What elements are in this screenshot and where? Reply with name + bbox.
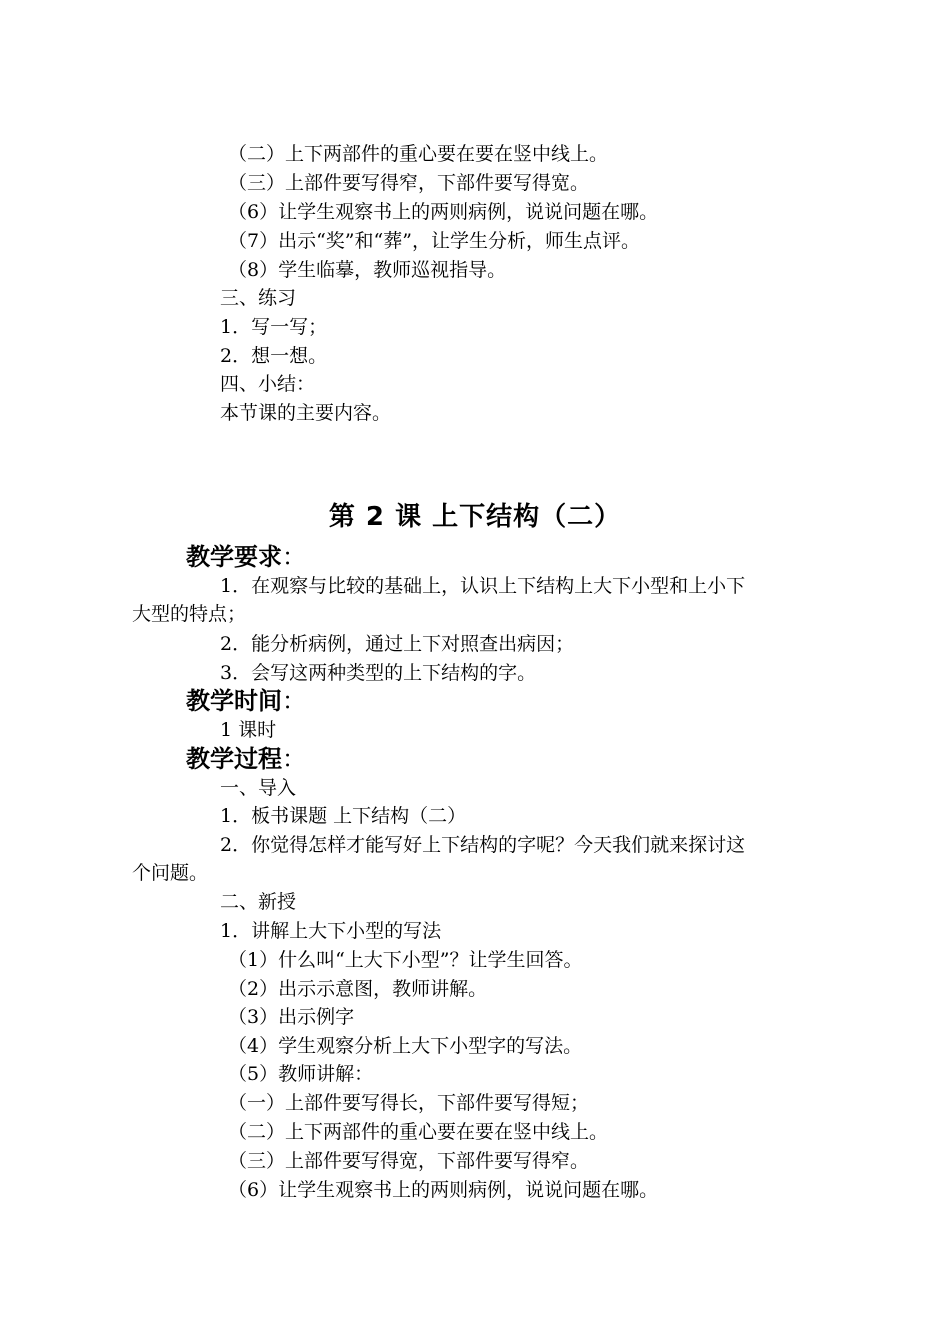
top-line-2: （三）上部件要写得窄，下部件要写得宽。 bbox=[228, 172, 590, 194]
requirement-3: 3．会写这两种类型的上下结构的字。 bbox=[220, 662, 537, 684]
lesson-title: 第 2 课 上下结构（二） bbox=[328, 502, 622, 532]
process-heading-text: 教学过程 bbox=[186, 745, 282, 773]
top-line-4: （7）出示“奖”和“葬”，让学生分析，师生点评。 bbox=[228, 230, 640, 252]
requirement-1-line-2: 大型的特点； bbox=[132, 603, 247, 625]
process-intro-heading: 一、导入 bbox=[220, 777, 297, 799]
requirements-heading-colon: ： bbox=[282, 543, 306, 571]
requirements-heading bbox=[186, 541, 306, 573]
process-point-3: （三）上部件要写得宽，下部件要写得窄。 bbox=[228, 1150, 590, 1172]
process-intro-1: 1．板书课题 上下结构（二） bbox=[220, 805, 467, 827]
process-new-1: 1．讲解上大下小型的写法 bbox=[220, 920, 442, 942]
practice-item-2: 2．想一想。 bbox=[220, 345, 328, 367]
process-step-4: （4）学生观察分析上大下小型字的写法。 bbox=[228, 1035, 583, 1057]
process-new-heading: 二、新授 bbox=[220, 891, 297, 913]
process-heading-colon: ： bbox=[282, 745, 306, 773]
time-heading-text: 教学时间 bbox=[186, 687, 282, 715]
requirements-heading-text: 教学要求 bbox=[186, 543, 282, 571]
process-intro-2-line-1: 2．你觉得怎样才能写好上下结构的字呢？今天我们就来探讨这 bbox=[220, 834, 746, 856]
top-line-3: （6）让学生观察书上的两则病例，说说问题在哪。 bbox=[228, 201, 659, 223]
time-heading bbox=[186, 685, 306, 717]
process-step-2: （2）出示示意图，教师讲解。 bbox=[228, 978, 488, 1000]
process-step-5: （5）教师讲解： bbox=[228, 1063, 374, 1085]
requirement-2: 2．能分析病例，通过上下对照查出病因； bbox=[220, 633, 575, 655]
requirement-1-line-1: 1．在观察与比较的基础上，认识上下结构上大下小型和上小下 bbox=[220, 575, 746, 597]
section-summary-heading: 四、小结： bbox=[220, 373, 316, 395]
time-value: 1 课时 bbox=[220, 719, 277, 741]
process-intro-2-line-2: 个问题。 bbox=[132, 862, 209, 884]
process-step-6: （6）让学生观察书上的两则病例，说说问题在哪。 bbox=[228, 1179, 659, 1201]
process-point-1: （一）上部件要写得长，下部件要写得短； bbox=[228, 1092, 590, 1114]
process-step-3: （3）出示例字 bbox=[228, 1006, 355, 1028]
section-practice-heading: 三、练习 bbox=[220, 287, 297, 309]
process-heading bbox=[186, 743, 306, 775]
top-line-1: （二）上下两部件的重心要在要在竖中线上。 bbox=[228, 143, 609, 165]
time-heading-colon: ： bbox=[282, 687, 306, 715]
summary-text: 本节课的主要内容。 bbox=[220, 402, 392, 424]
process-step-1: （1）什么叫“上大下小型”？让学生回答。 bbox=[228, 949, 583, 971]
process-point-2: （二）上下两部件的重心要在要在竖中线上。 bbox=[228, 1121, 609, 1143]
top-line-5: （8）学生临摹，教师巡视指导。 bbox=[228, 259, 507, 281]
practice-item-1: 1．写一写； bbox=[220, 316, 328, 338]
